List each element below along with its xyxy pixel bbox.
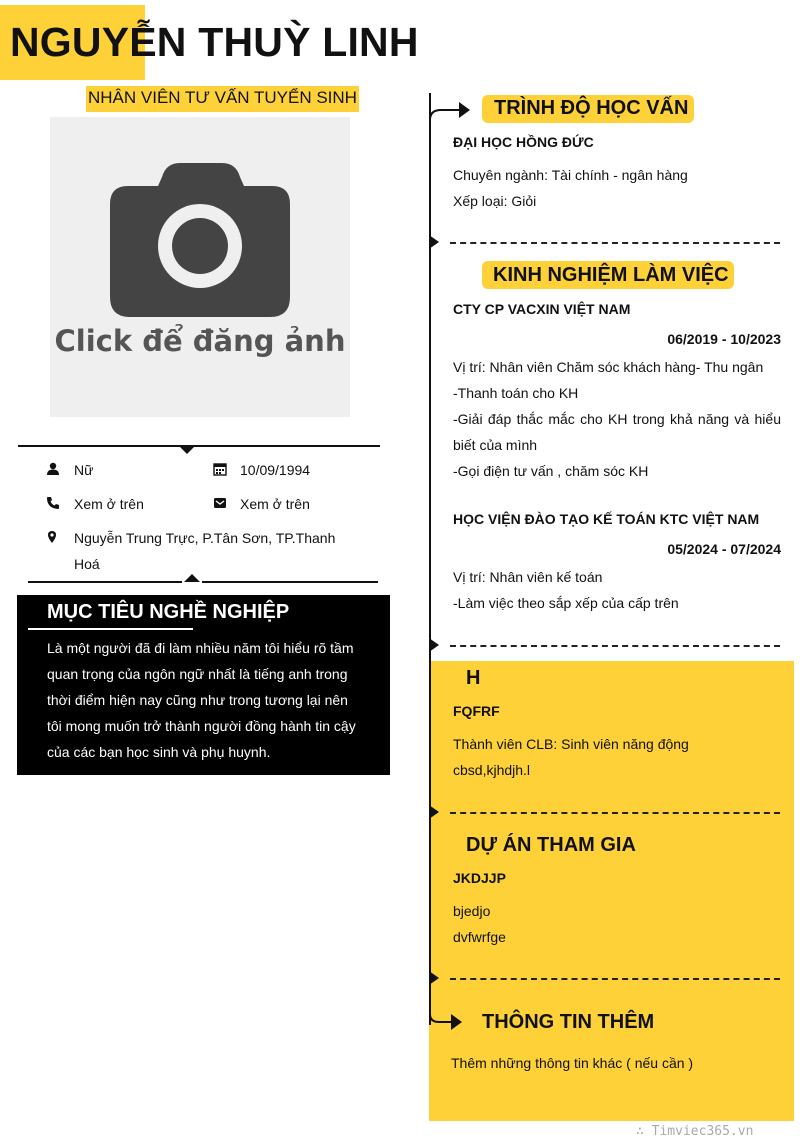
- project-line: dvfwrfge: [453, 929, 506, 945]
- job-line: biết của mình: [453, 437, 538, 453]
- section-divider: [450, 812, 780, 814]
- timeline-marker: [429, 971, 439, 985]
- section-divider: [450, 242, 780, 244]
- info-divider-bottom-left: [28, 581, 182, 583]
- camera-icon: [110, 161, 290, 317]
- photo-placeholder-text: Click để đăng ảnh: [54, 324, 346, 358]
- extra-text[interactable]: Thêm những thông tin khác ( nếu cần ): [451, 1055, 694, 1071]
- section-divider: [450, 978, 780, 980]
- activities-org[interactable]: FQFRF: [453, 703, 500, 719]
- activities-title[interactable]: H: [466, 667, 481, 689]
- address-value: [74, 525, 335, 577]
- career-goal-box: [17, 595, 390, 775]
- timeline-arrow-icon: [429, 1004, 463, 1034]
- career-goal-title[interactable]: MỤC TIÊU NGHỀ NGHIỆP: [47, 601, 290, 623]
- project-description[interactable]: [453, 898, 506, 950]
- birthday-value: 10/09/1994: [240, 462, 311, 478]
- education-rank[interactable]: Xếp loại: Giỏi: [453, 193, 537, 209]
- job-title[interactable]: NHÂN VIÊN TƯ VẤN TUYỂN SINH: [86, 86, 359, 112]
- timeline-arrow-icon: [429, 98, 471, 122]
- education-school[interactable]: ĐẠI HỌC HỒNG ĐỨC: [453, 134, 594, 150]
- candidate-name[interactable]: NGUYỄN THUỲ LINH: [10, 19, 419, 65]
- project-line: bjedjo: [453, 903, 491, 919]
- career-goal-line: quan trọng của ngôn ngữ nhất là tiếng anh trong: [47, 666, 348, 682]
- education-major[interactable]: Chuyên ngành: Tài chính - ngân hàng: [453, 167, 688, 183]
- job-line: -Giải đáp thắc mắc cho KH trong khả năng và hiểu: [453, 411, 781, 427]
- info-divider-top: [18, 445, 380, 447]
- project-name[interactable]: JKDJJP: [453, 870, 506, 886]
- job-company[interactable]: HỌC VIỆN ĐÀO TẠO KẾ TOÁN KTC VIỆT NAM: [453, 511, 760, 527]
- job-line: -Thanh toán cho KH: [453, 385, 579, 401]
- phone-icon: [46, 496, 60, 510]
- career-goal-line: của các bạn học sinh và phụ huynh.: [47, 744, 271, 760]
- activities-description[interactable]: [453, 731, 689, 783]
- job-line: Vị trí: Nhân viên kế toán: [453, 569, 603, 585]
- timeline-marker: [429, 805, 439, 819]
- job-company[interactable]: CTY CP VACXIN VIỆT NAM: [453, 301, 631, 317]
- timeline-line: [429, 93, 431, 1025]
- projects-title[interactable]: DỰ ÁN THAM GIA: [466, 834, 636, 856]
- job-period[interactable]: 05/2024 - 07/2024: [667, 541, 781, 557]
- timeline-marker: [429, 638, 439, 652]
- activities-line: cbsd,kjhdjh.l: [453, 762, 531, 778]
- user-icon: [46, 462, 60, 476]
- job-line: Vị trí: Nhân viên Chăm sóc khách hàng- Thu ngân: [453, 359, 764, 375]
- watermark: ∴ Timviec365.vn: [636, 1124, 754, 1139]
- career-goal-line: Là một người đã đi làm nhiều năm tôi hiểu rõ tầm: [47, 640, 354, 656]
- info-divider-bottom-right: [202, 581, 378, 583]
- address-line-1: Nguyễn Trung Trực, P.Tân Sơn, TP.Thanh: [74, 530, 336, 546]
- career-goal-underline: [28, 628, 193, 630]
- calendar-icon: [213, 462, 227, 476]
- experience-title[interactable]: KINH NGHIỆM LÀM VIỆC: [493, 264, 729, 286]
- extra-title[interactable]: THÔNG TIN THÊM: [482, 1011, 655, 1033]
- activities-line: Thành viên CLB: Sinh viên năng động: [453, 736, 689, 752]
- email-value: Xem ở trên: [240, 496, 310, 512]
- career-goal-line: tôi mong muốn trở thành người đồng hành tin cậy: [47, 718, 356, 734]
- job-description[interactable]: [453, 354, 781, 484]
- divider-arrow-down: [179, 446, 195, 454]
- gender-value: Nữ: [74, 462, 94, 478]
- career-goal-text[interactable]: [47, 635, 365, 765]
- job-description[interactable]: [453, 564, 781, 616]
- career-goal-line: thời điểm hiện nay cũng như trong tương lại nên: [47, 692, 348, 708]
- job-period[interactable]: 06/2019 - 10/2023: [667, 331, 781, 347]
- photo-upload[interactable]: [50, 117, 350, 417]
- divider-arrow-up: [184, 574, 200, 582]
- phone-value: Xem ở trên: [74, 496, 144, 512]
- timeline-marker: [429, 235, 439, 249]
- section-divider: [450, 645, 780, 647]
- education-title[interactable]: TRÌNH ĐỘ HỌC VẤN: [494, 97, 689, 119]
- map-pin-icon: [45, 530, 59, 544]
- job-line: -Gọi điện tư vấn , chăm sóc KH: [453, 463, 649, 479]
- job-line: -Làm việc theo sắp xếp của cấp trên: [453, 595, 679, 611]
- address-line-2: Hoá: [74, 556, 100, 572]
- envelope-icon: [213, 496, 227, 510]
